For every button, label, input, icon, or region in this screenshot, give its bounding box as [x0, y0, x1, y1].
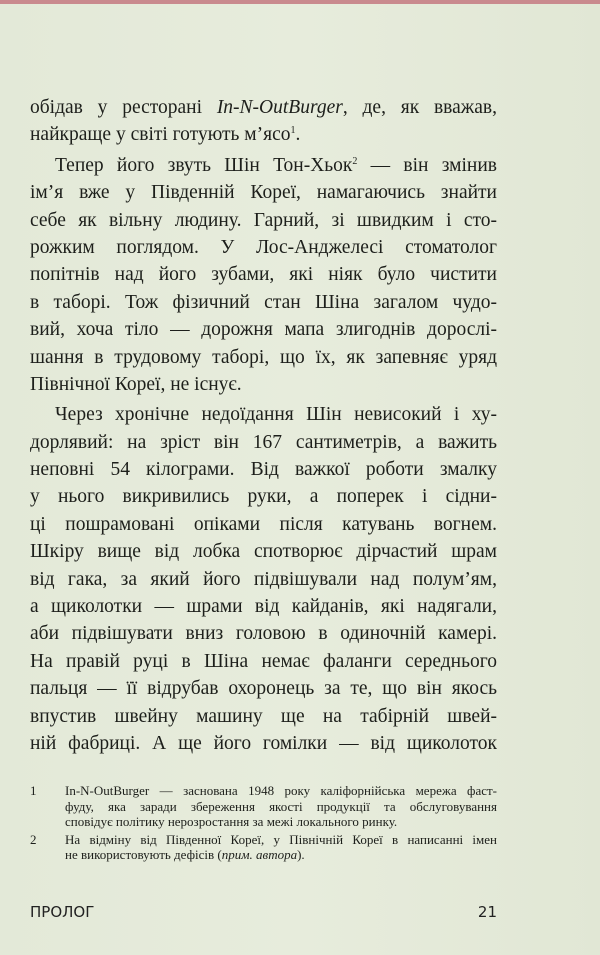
text-line: а щиколотки — шрами від кайданів, які надягали, — [30, 596, 497, 618]
footnote-ref[interactable]: 2 — [352, 155, 358, 167]
text-line: ній фабриці. А ще його гомілки — від щиколоток — [30, 732, 497, 754]
footnote-text — [65, 783, 497, 830]
footnote — [30, 832, 497, 863]
text-line — [65, 847, 497, 863]
text-line: в таборі. Тож фізичний стан Шіна загалом чудо- — [30, 291, 497, 313]
text-line: впустив швейну машину ще на табірній швей- — [30, 705, 497, 727]
footnote-number: 2 — [30, 831, 37, 847]
text-line: На правій руці в Шіна немає фаланги середнього — [30, 650, 497, 672]
page-edge — [0, 0, 600, 4]
text-line: дорлявий: на зріст він 167 сантиметрів, а важить — [30, 431, 497, 453]
text: — він змінив — [357, 154, 497, 176]
text-line: сповідує політику нерозростання за межі локального ринку. — [65, 814, 398, 829]
text-line: рожким поглядом. У Лос-Анджелесі стоматолог — [30, 236, 497, 258]
text-line: ці пошрамовані опіками після катувань вогнем. — [30, 513, 497, 535]
text-line: від гака, за який його підвішували над полум’ям, — [30, 568, 497, 590]
text-line: фуду, яка заради збереження якості продукції та обслуговування — [65, 798, 497, 814]
text-line: In-N-OutBurger — заснована 1948 року каліфорнійська мережа фаст- — [65, 783, 497, 798]
body-text — [30, 94, 497, 757]
italic-text: прим. автора — [221, 847, 298, 862]
text-line: Шкіру вище від лобка спотворює дірчастий шрам — [30, 541, 497, 563]
text-line: пальця — її відрубав охоронець за те, що він якось — [30, 678, 497, 700]
text-line — [30, 121, 497, 148]
text-line: неповні 54 кілограми. Від важкої роботи змалку — [30, 459, 497, 481]
footnotes — [30, 783, 497, 865]
text: . — [295, 124, 301, 146]
footnote — [30, 783, 497, 830]
page-number: 21 — [477, 903, 497, 921]
text-line: На відміну від Південної Кореї, у Північній Кореї в написанні імен — [65, 831, 497, 847]
text: найкраще у світі готують м’ясо — [30, 124, 291, 146]
italic-text: In-N-OutBurger — [216, 97, 343, 118]
text: , де, як вважав, — [342, 97, 497, 118]
paragraph — [30, 94, 497, 149]
footnote-number: 1 — [30, 783, 37, 798]
text-line: шання в трудовому таборі, що їх, як запевняє уряд — [30, 346, 497, 368]
text: обідав у ресторані — [30, 97, 217, 118]
text-line: Північної Кореї, не існує. — [30, 373, 242, 395]
text-line: себе як вільну людину. Гарний, зі швидким і сто- — [30, 209, 497, 231]
paragraph — [30, 152, 497, 399]
paragraph — [30, 401, 497, 757]
text-line — [30, 94, 497, 121]
text-line: ім’я вже у Південній Кореї, намагаючись знайти — [30, 182, 497, 204]
text-line: попітнів над його зубами, які ніяк було чистити — [30, 264, 497, 286]
text: Тепер його звуть Шін Тон-Хьок — [55, 154, 353, 176]
footnote-text — [65, 832, 497, 863]
text-line: вий, хоча тіло — дорожня мапа злигоднів дорослі- — [30, 319, 497, 341]
text-line — [30, 152, 497, 179]
footnote-ref[interactable]: 1 — [290, 125, 296, 137]
text: не використовують дефісів ( — [65, 847, 222, 862]
section-title: ПРОЛОГ — [30, 903, 95, 921]
text: ). — [297, 847, 305, 862]
text-line: аби підвішувати вниз головою в одиночній камері. — [30, 623, 497, 645]
text-line: Через хронічне недоїдання Шін невисокий і ху- — [55, 404, 497, 426]
text-line: у нього викривились руки, а поперек і сідни- — [30, 486, 497, 508]
page-footer — [30, 903, 497, 921]
